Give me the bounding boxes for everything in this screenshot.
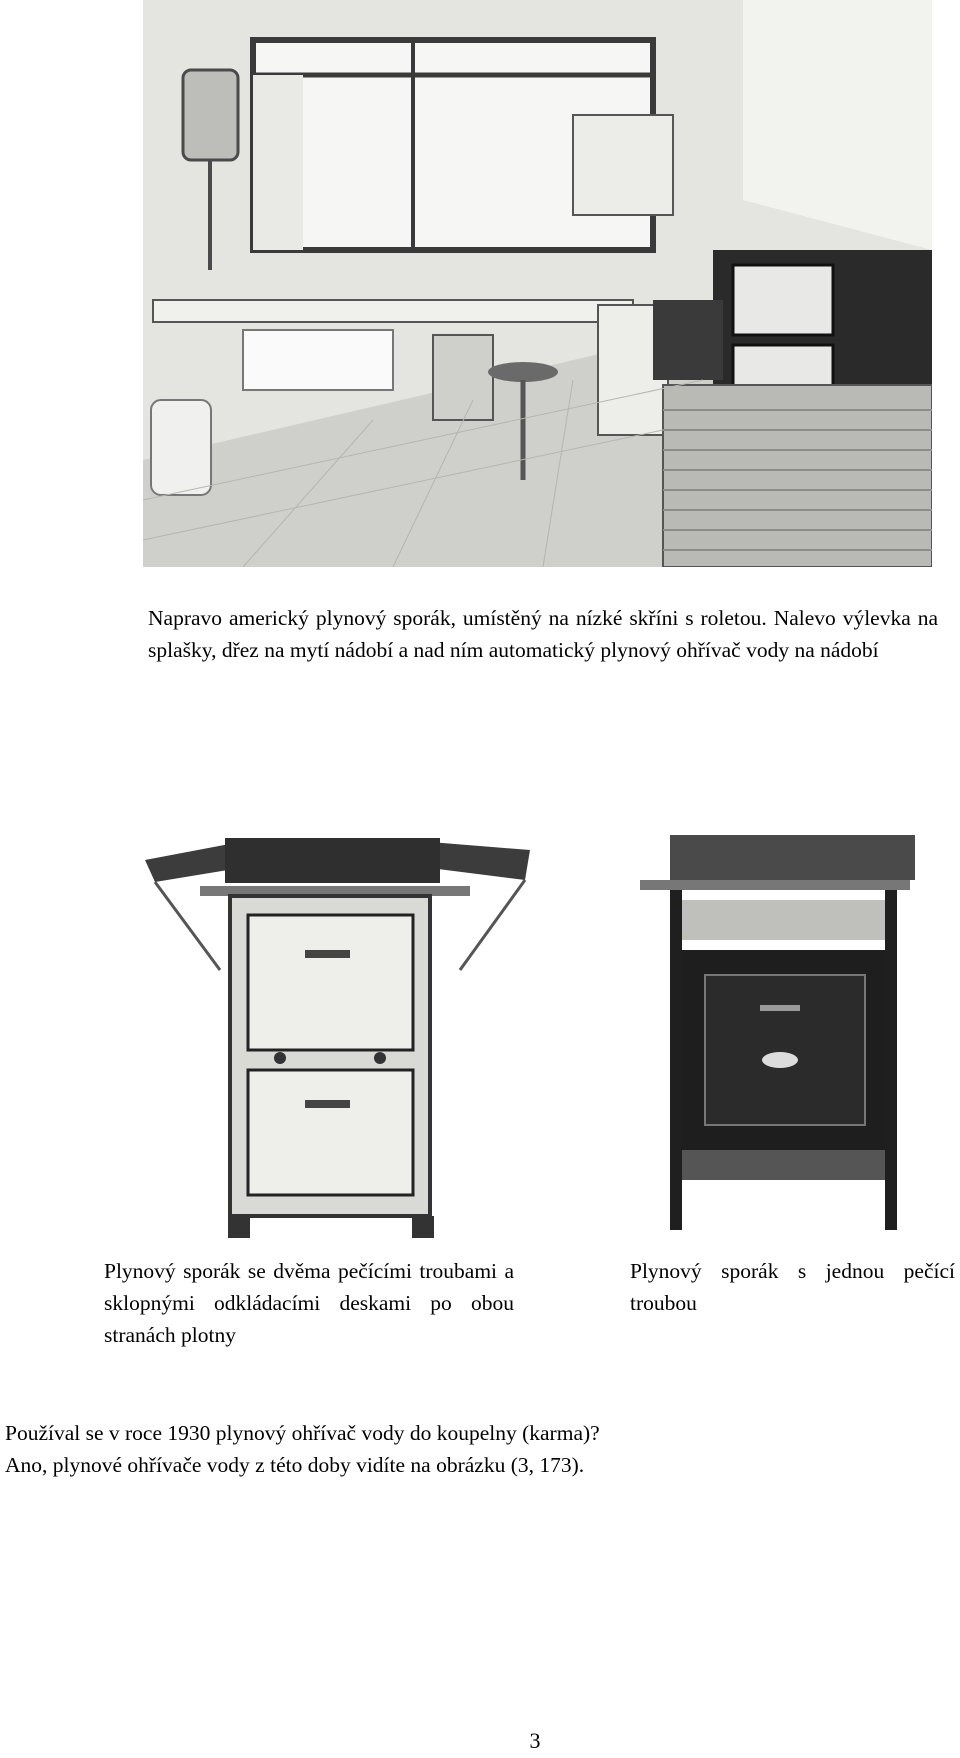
single-oven-stove-photo <box>630 830 920 1240</box>
single-oven-stove-illustration <box>630 830 920 1240</box>
single-oven-stove-caption: Plynový sporák s jednou pečící troubou <box>630 1259 955 1315</box>
kitchen-illustration <box>143 0 932 567</box>
double-oven-stove-photo <box>140 820 535 1240</box>
page-number: 3 <box>529 1728 541 1753</box>
kitchen-photo-caption: Napravo americký plynový sporák, umístěný na nízké skříni s roletou. Nalevo výlevka na splašky, dřez na mytí nádobí a nad ním automatický plynový ohřívač vody na nádobí <box>148 606 938 662</box>
double-oven-stove-caption: Plynový sporák se dvěma pečícími troubami a sklopnými odkládacími deskami po obou stranách plotny <box>104 1259 514 1347</box>
question-line: Používal se v roce 1930 plynový ohřívač vody do koupelny (karma)? <box>5 1421 600 1445</box>
double-oven-stove-illustration <box>140 820 535 1240</box>
kitchen-photo <box>143 0 932 567</box>
answer-line: Ano, plynové ohřívače vody z této doby vidíte na obrázku (3, 173). <box>5 1453 585 1477</box>
